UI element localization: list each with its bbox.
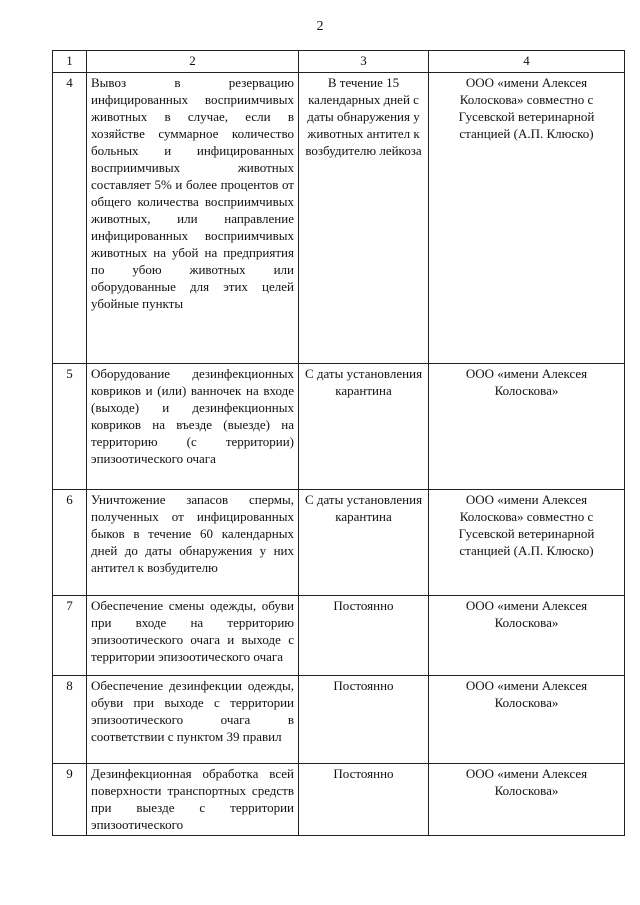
row-number: 7 xyxy=(53,596,87,676)
row-number: 4 xyxy=(53,73,87,364)
column-header-responsible: 4 xyxy=(429,51,625,73)
row-measure: Обеспечение дезинфекции одежды, обуви при выходе с территории эпизоотического очага в соответствии с пунктом 39 правил xyxy=(87,676,299,764)
row-measure: Обеспечение смены одежды, обуви при входе на территорию эпизоотического очага и выходе с территории эпизоотического очага xyxy=(87,596,299,676)
row-term: Постоянно xyxy=(299,596,429,676)
row-term: С даты установления карантина xyxy=(299,364,429,490)
row-number: 6 xyxy=(53,490,87,596)
row-number: 9 xyxy=(53,764,87,836)
table-row xyxy=(53,73,625,364)
table-row xyxy=(53,364,625,490)
row-measure: Дезинфекционная обработка всей поверхности транспортных средств при выезде с территории эпизоотического xyxy=(87,764,299,836)
row-measure: Уничтожение запасов спермы, полученных от инфицированных быков в течение 60 календарных дней до даты обнаружения у них антител к возбудителю xyxy=(87,490,299,596)
column-header-measure: 2 xyxy=(87,51,299,73)
row-responsible: ООО «имени Алексея Колоскова» xyxy=(429,764,625,836)
table-row xyxy=(53,596,625,676)
row-term: С даты установления карантина xyxy=(299,490,429,596)
row-term: Постоянно xyxy=(299,764,429,836)
row-number: 8 xyxy=(53,676,87,764)
column-header-term: 3 xyxy=(299,51,429,73)
row-responsible: ООО «имени Алексея Колоскова» совместно с Гусевской ветеринарной станцией (А.П. Клюско) xyxy=(429,73,625,364)
table-header-row xyxy=(53,51,625,73)
row-measure: Оборудование дезинфекционных ковриков и (или) ванночек на входе (выходе) и дезинфекционных ковриков на въезде (выезде) на территорию (с территории) эпизоотического очага xyxy=(87,364,299,490)
row-measure: Вывоз в резервацию инфицированных восприимчивых животных в случае, если в хозяйстве суммарное количество больных и инфицированных восприимчивых животных составляет 5% и более процентов от общего количества восприимчивых животных, или направление инфицированных восприимчивых животных на убой на предприятия по убою животных или оборудованные для этих целей убойные пункты xyxy=(87,73,299,364)
table-row xyxy=(53,764,625,836)
row-responsible: ООО «имени Алексея Колоскова» xyxy=(429,676,625,764)
row-term: Постоянно xyxy=(299,676,429,764)
table-row xyxy=(53,490,625,596)
row-responsible: ООО «имени Алексея Колоскова» xyxy=(429,364,625,490)
row-responsible: ООО «имени Алексея Колоскова» xyxy=(429,596,625,676)
page-number: 2 xyxy=(316,19,324,34)
row-number: 5 xyxy=(53,364,87,490)
table-row xyxy=(53,676,625,764)
column-header-number: 1 xyxy=(53,51,87,73)
measures-table xyxy=(52,50,625,836)
row-responsible: ООО «имени Алексея Колоскова» совместно с Гусевской ветеринарной станцией (А.П. Клюско) xyxy=(429,490,625,596)
row-term: В течение 15 календарных дней с даты обнаружения у животных антител к возбудителю лейкоза xyxy=(299,73,429,364)
